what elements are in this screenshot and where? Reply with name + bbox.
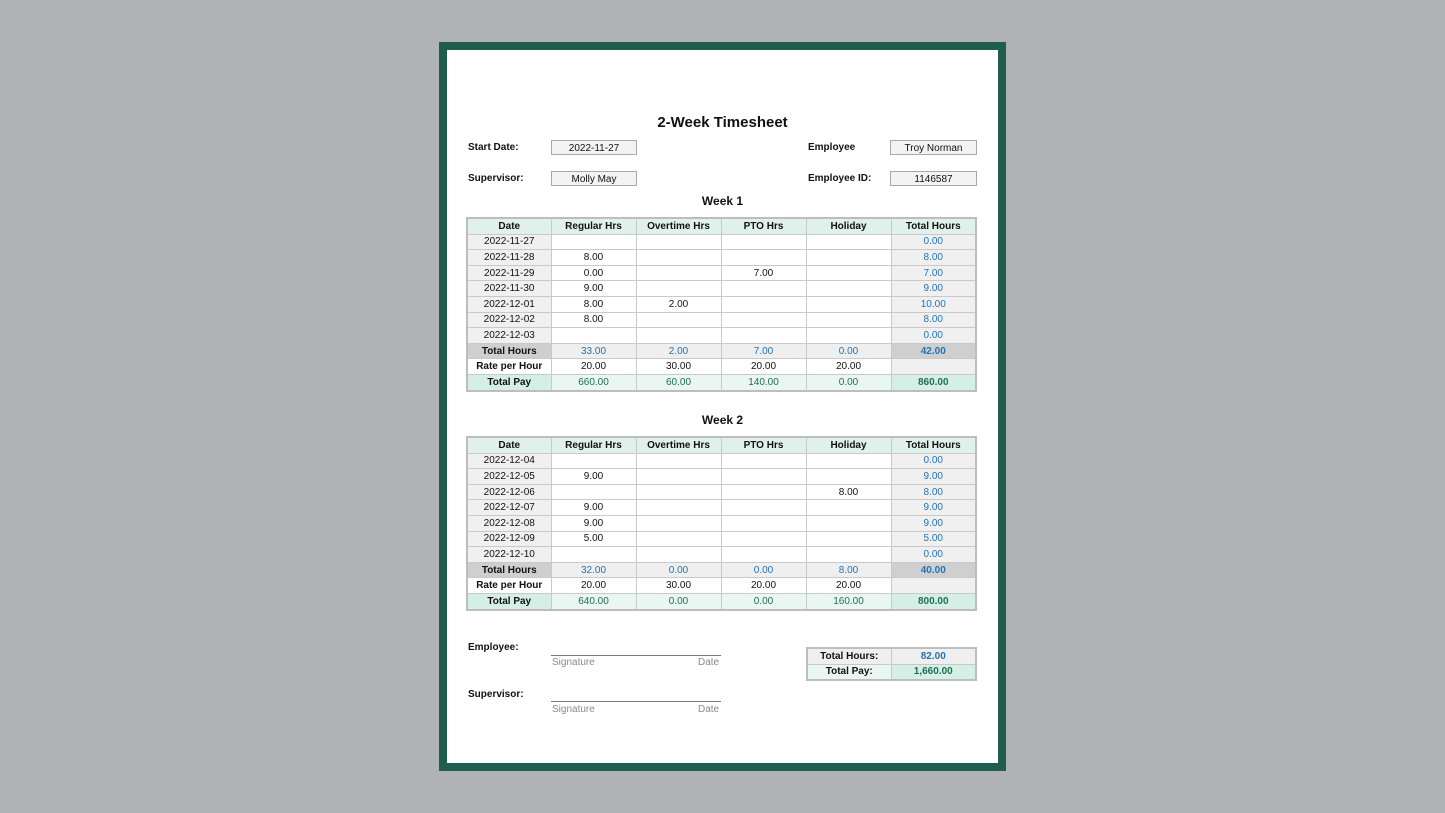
hours-cell[interactable]: 9.00 <box>551 515 636 531</box>
hours-cell[interactable] <box>721 547 806 563</box>
hours-cell[interactable] <box>636 484 721 500</box>
hours-cell[interactable]: 9.00 <box>551 281 636 297</box>
column-header: Holiday <box>806 218 891 234</box>
hours-cell[interactable]: 5.00 <box>551 531 636 547</box>
employee-id-field[interactable]: 1146587 <box>890 171 977 186</box>
week-1-table <box>466 217 977 392</box>
pay-cell: 0.00 <box>806 374 891 390</box>
supervisor-label: Supervisor: <box>468 173 524 184</box>
column-header: PTO Hrs <box>721 218 806 234</box>
week-1-title: Week 1 <box>701 194 744 208</box>
supervisor-signature-label: Supervisor: <box>468 689 524 700</box>
column-header: Date <box>467 437 551 453</box>
date-cell: 2022-12-07 <box>467 500 551 516</box>
total-pay-row <box>467 374 976 390</box>
hours-cell[interactable] <box>636 453 721 469</box>
employee-date-caption: Date <box>698 657 720 668</box>
supervisor-signature-caption: Signature <box>552 704 595 715</box>
hours-cell[interactable] <box>806 515 891 531</box>
total-hours-cell: 32.00 <box>551 562 636 578</box>
hours-cell[interactable] <box>806 265 891 281</box>
row-total-cell: 8.00 <box>891 312 976 328</box>
date-cell: 2022-11-29 <box>467 265 551 281</box>
hours-cell[interactable] <box>806 296 891 312</box>
pay-cell: 160.00 <box>806 593 891 609</box>
date-cell: 2022-12-02 <box>467 312 551 328</box>
row-total-cell: 10.00 <box>891 296 976 312</box>
table-row <box>467 312 976 328</box>
row-total-cell: 0.00 <box>891 328 976 344</box>
rate-cell[interactable]: 20.00 <box>551 578 636 594</box>
hours-cell[interactable] <box>636 265 721 281</box>
employee-signature-caption: Signature <box>552 657 595 668</box>
total-hours-row <box>467 343 976 359</box>
hours-cell[interactable] <box>721 234 806 250</box>
table-row <box>467 234 976 250</box>
employee-label: Employee <box>808 142 856 153</box>
hours-cell[interactable] <box>721 328 806 344</box>
hours-cell[interactable] <box>551 328 636 344</box>
supervisor-date-caption: Date <box>698 704 720 715</box>
pay-cell: 640.00 <box>551 593 636 609</box>
row-total-cell: 9.00 <box>891 469 976 485</box>
row-label: Total Pay <box>467 593 551 609</box>
date-cell: 2022-12-04 <box>467 453 551 469</box>
hours-cell[interactable] <box>806 328 891 344</box>
total-hours-cell: 33.00 <box>551 343 636 359</box>
hours-cell[interactable] <box>636 281 721 297</box>
date-cell: 2022-12-03 <box>467 328 551 344</box>
rate-cell[interactable]: 20.00 <box>721 359 806 375</box>
hours-cell[interactable] <box>806 531 891 547</box>
hours-cell[interactable] <box>636 515 721 531</box>
table-row <box>467 531 976 547</box>
row-total-cell: 8.00 <box>891 250 976 266</box>
table-row <box>467 265 976 281</box>
hours-cell[interactable] <box>636 469 721 485</box>
hours-cell[interactable] <box>721 453 806 469</box>
total-hours-cell: 2.00 <box>636 343 721 359</box>
rate-cell[interactable]: 30.00 <box>636 359 721 375</box>
hours-cell[interactable] <box>721 250 806 266</box>
hours-cell[interactable] <box>636 250 721 266</box>
date-cell: 2022-11-27 <box>467 234 551 250</box>
rate-cell[interactable]: 20.00 <box>806 578 891 594</box>
hours-cell[interactable]: 8.00 <box>551 296 636 312</box>
row-label: Rate per Hour <box>467 359 551 375</box>
table-row <box>467 250 976 266</box>
pay-cell: 800.00 <box>891 593 976 609</box>
row-total-cell: 7.00 <box>891 265 976 281</box>
total-hours-cell: 0.00 <box>636 562 721 578</box>
hours-cell[interactable]: 8.00 <box>551 312 636 328</box>
employee-signature-label: Employee: <box>468 642 519 653</box>
column-header: Date <box>467 218 551 234</box>
hours-cell[interactable] <box>806 234 891 250</box>
hours-cell[interactable]: 7.00 <box>721 265 806 281</box>
employee-signature-line[interactable] <box>551 655 721 656</box>
hours-cell[interactable]: 2.00 <box>636 296 721 312</box>
table-row <box>467 547 976 563</box>
pay-cell: 860.00 <box>891 374 976 390</box>
date-cell: 2022-12-08 <box>467 515 551 531</box>
supervisor-signature-line[interactable] <box>551 701 721 702</box>
hours-cell[interactable]: 8.00 <box>806 484 891 500</box>
total-hours-cell: 8.00 <box>806 562 891 578</box>
rate-row <box>467 359 976 375</box>
total-hours-row <box>467 562 976 578</box>
pay-cell: 0.00 <box>721 593 806 609</box>
column-header: Total Hours <box>891 218 976 234</box>
hours-cell[interactable] <box>551 547 636 563</box>
hours-cell[interactable] <box>636 531 721 547</box>
start-date-field[interactable]: 2022-11-27 <box>551 140 637 155</box>
hours-cell[interactable] <box>636 547 721 563</box>
timesheet-page <box>439 42 1006 771</box>
total-hours-cell: 40.00 <box>891 562 976 578</box>
hours-cell[interactable] <box>636 328 721 344</box>
total-hours-cell: 0.00 <box>806 343 891 359</box>
date-cell: 2022-12-05 <box>467 469 551 485</box>
row-total-cell: 9.00 <box>891 515 976 531</box>
header-row <box>467 218 976 234</box>
table-row <box>467 515 976 531</box>
column-header: Regular Hrs <box>551 218 636 234</box>
total-hours-cell: 0.00 <box>721 562 806 578</box>
summary-total-hours-value: 82.00 <box>891 648 976 664</box>
rate-cell[interactable]: 20.00 <box>551 359 636 375</box>
column-header: Regular Hrs <box>551 437 636 453</box>
supervisor-field[interactable]: Molly May <box>551 171 637 186</box>
hours-cell[interactable] <box>721 484 806 500</box>
hours-cell[interactable] <box>806 312 891 328</box>
column-header: Total Hours <box>891 437 976 453</box>
start-date-label: Start Date: <box>468 142 519 153</box>
hours-cell[interactable] <box>806 250 891 266</box>
hours-cell[interactable] <box>721 531 806 547</box>
total-hours-cell: 42.00 <box>891 343 976 359</box>
rate-row <box>467 578 976 594</box>
column-header: Overtime Hrs <box>636 437 721 453</box>
row-total-cell: 9.00 <box>891 500 976 516</box>
hours-cell[interactable] <box>636 500 721 516</box>
table-row <box>467 281 976 297</box>
date-cell: 2022-12-01 <box>467 296 551 312</box>
rate-cell[interactable]: 20.00 <box>721 578 806 594</box>
hours-cell[interactable] <box>721 500 806 516</box>
week-2-table <box>466 436 977 611</box>
hours-cell[interactable] <box>551 234 636 250</box>
date-cell: 2022-11-30 <box>467 281 551 297</box>
row-label: Rate per Hour <box>467 578 551 594</box>
hours-cell[interactable] <box>721 296 806 312</box>
total-pay-row <box>467 593 976 609</box>
rate-cell[interactable]: 20.00 <box>806 359 891 375</box>
row-label: Total Hours <box>467 562 551 578</box>
hours-cell[interactable] <box>806 453 891 469</box>
hours-cell[interactable] <box>721 312 806 328</box>
summary-total-hours-label: Total Hours: <box>807 648 891 664</box>
column-header: Holiday <box>806 437 891 453</box>
hours-cell[interactable] <box>721 281 806 297</box>
row-total-cell: 0.00 <box>891 547 976 563</box>
rate-cell <box>891 578 976 594</box>
row-total-cell: 0.00 <box>891 453 976 469</box>
hours-cell[interactable]: 8.00 <box>551 250 636 266</box>
summary-table <box>806 647 977 681</box>
row-total-cell: 5.00 <box>891 531 976 547</box>
table-row <box>467 469 976 485</box>
pay-cell: 140.00 <box>721 374 806 390</box>
hours-cell[interactable]: 9.00 <box>551 469 636 485</box>
employee-field[interactable]: Troy Norman <box>890 140 977 155</box>
hours-cell[interactable] <box>721 469 806 485</box>
row-label: Total Hours <box>467 343 551 359</box>
total-hours-cell: 7.00 <box>721 343 806 359</box>
rate-cell <box>891 359 976 375</box>
summary-total-pay-value: 1,660.00 <box>891 664 976 680</box>
date-cell: 2022-12-10 <box>467 547 551 563</box>
hours-cell[interactable]: 9.00 <box>551 500 636 516</box>
table-row <box>467 453 976 469</box>
row-label: Total Pay <box>467 374 551 390</box>
row-total-cell: 0.00 <box>891 234 976 250</box>
table-row <box>467 328 976 344</box>
row-total-cell: 8.00 <box>891 484 976 500</box>
table-row <box>467 296 976 312</box>
date-cell: 2022-12-06 <box>467 484 551 500</box>
summary-total-pay-label: Total Pay: <box>807 664 891 680</box>
hours-cell[interactable] <box>721 515 806 531</box>
column-header: Overtime Hrs <box>636 218 721 234</box>
page-title: 2-Week Timesheet <box>657 114 788 131</box>
hours-cell[interactable] <box>636 312 721 328</box>
date-cell: 2022-11-28 <box>467 250 551 266</box>
pay-cell: 0.00 <box>636 593 721 609</box>
hours-cell[interactable] <box>806 469 891 485</box>
row-total-cell: 9.00 <box>891 281 976 297</box>
table-row <box>467 500 976 516</box>
hours-cell[interactable] <box>806 281 891 297</box>
hours-cell[interactable] <box>806 547 891 563</box>
date-cell: 2022-12-09 <box>467 531 551 547</box>
hours-cell[interactable] <box>551 453 636 469</box>
week-2-title: Week 2 <box>701 413 744 427</box>
hours-cell[interactable] <box>636 234 721 250</box>
rate-cell[interactable]: 30.00 <box>636 578 721 594</box>
column-header: PTO Hrs <box>721 437 806 453</box>
table-row <box>467 484 976 500</box>
hours-cell[interactable] <box>551 484 636 500</box>
pay-cell: 60.00 <box>636 374 721 390</box>
hours-cell[interactable] <box>806 500 891 516</box>
employee-id-label: Employee ID: <box>808 173 872 184</box>
pay-cell: 660.00 <box>551 374 636 390</box>
hours-cell[interactable]: 0.00 <box>551 265 636 281</box>
header-row <box>467 437 976 453</box>
